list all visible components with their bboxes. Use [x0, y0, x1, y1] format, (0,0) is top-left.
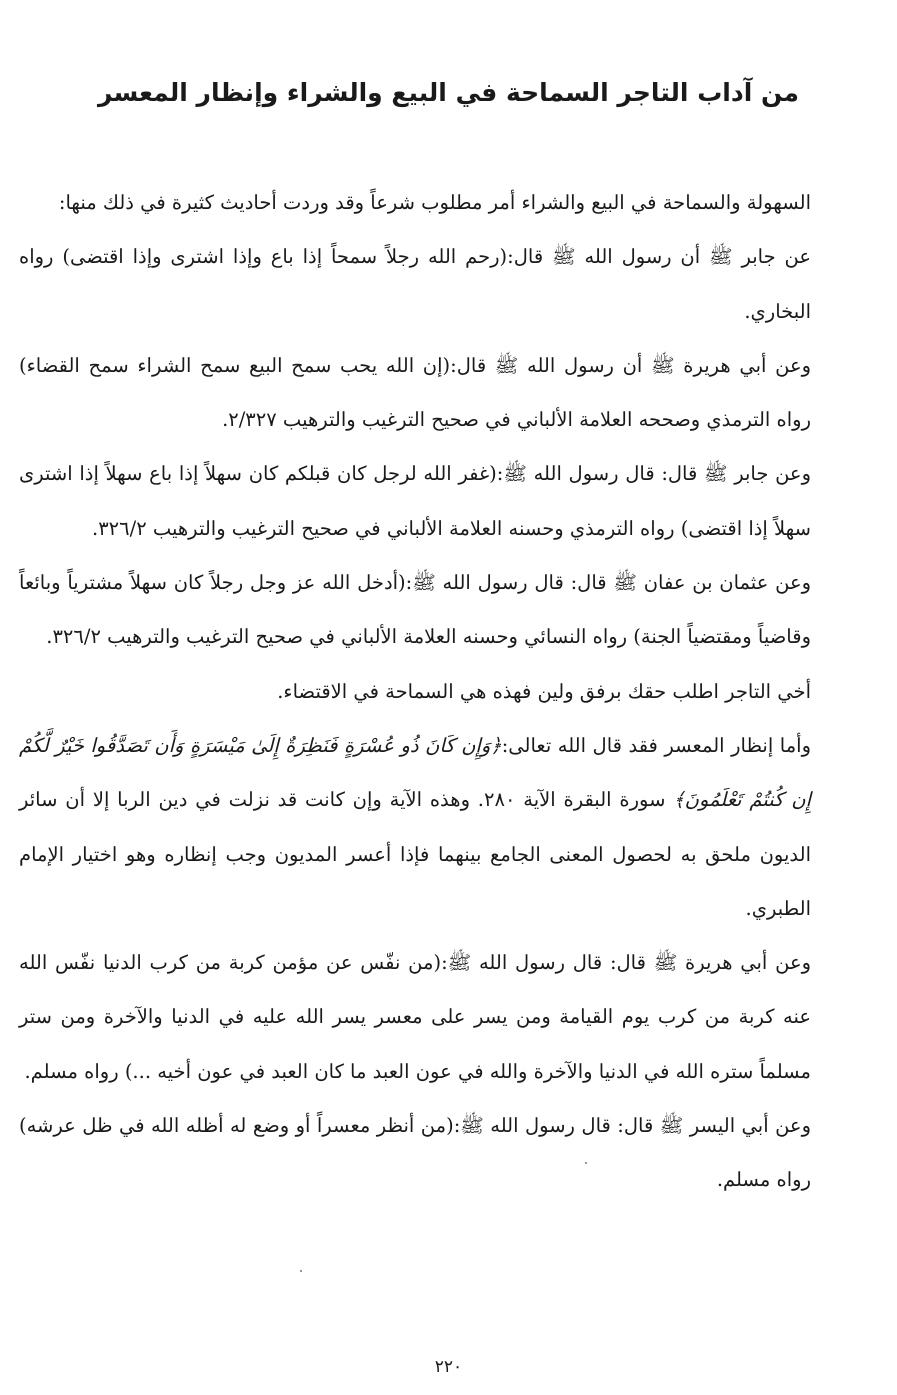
verse-commentary: سورة البقرة الآية ٢٨٠. وهذه الآية وإن كانت قد نزلت في دين الربا إلا أن سائر الديون ملحق به لحصول المعنى الجامع بينهما فإذا أعسر المديون وجب إنظاره وهو اختيار الإمام الطبري. [19, 788, 811, 920]
paragraph-hadith-abu-al-yusr: وعن أبي اليسر ﷺ قال: قال رسول الله ﷺ:(من أنظر معسراً أو وضع له أظله الله في ظل عرشه) رواه مسلم. [19, 1114, 811, 1192]
paragraph-hadith-abu-hurayra-1: وعن أبي هريرة ﷺ أن رسول الله ﷺ قال:(إن الله يحب سمح البيع سمح الشراء سمح القضاء) رواه الترمذي وصححه العلامة الألباني في صحيح الترغيب والترهيب ٢/٣٢٧. [19, 353, 811, 432]
paragraph-hadith-jabir-2: وعن جابر ﷺ قال: قال رسول الله ﷺ:(غفر الله لرجل كان قبلكم كان سهلاً إذا باع سهلاً إذا اشترى سهلاً إذا اقتضى) رواه الترمذي وحسنه العلامة الألباني في صحيح الترغيب والترهيب ٣٢٦/٢. [19, 462, 811, 540]
paragraph-hadith-uthman: وعن عثمان بن عفان ﷺ قال: قال رسول الله ﷺ:(أدخل الله عز وجل رجلاً كان سهلاً مشترياً وبائعاً وقاضياً ومقتضياً الجنة) رواه النسائي وحسنه العلامة الألباني في صحيح الترغيب والترهيب ٣٢٦/٢. [19, 571, 811, 649]
quran-verse: ﴿وَإِن كَانَ ذُو عُسْرَةٍ فَنَظِرَةٌ إِلَىٰ مَيْسَرَةٍ وَأَن تَصَدَّقُوا خَيْرٌ لَّكُمْ إِن كُنتُمْ تَعْلَمُونَ﴾ [19, 733, 811, 812]
scan-speck [300, 1270, 302, 1272]
page-title: من آداب التاجر السماحة في البيع والشراء وإنظار المعسر [98, 78, 799, 107]
paragraph-intro: السهولة والسماحة في البيع والشراء أمر مطلوب شرعاً وقد وردت أحاديث كثيرة في ذلك منها: [58, 191, 811, 214]
scan-speck [585, 1162, 587, 1164]
page-number: ٢٢٠ [434, 1357, 463, 1377]
verse-intro: وأما إنظار المعسر فقد قال الله تعالى: [501, 733, 812, 757]
paragraph-hadith-abu-hurayra-2: وعن أبي هريرة ﷺ قال: قال رسول الله ﷺ:(من نفّس عن مؤمن كربة من كرب الدنيا نفّس الله عنه كربة من كرب يوم القيامة ومن يسر على معسر يسر الله عليه في الدنيا والآخرة ومن ستر مسلماً ستره الله في الدنيا والآخرة والله في عون العبد ما كان العبد في عون أخيه ...) رواه مسلم. [19, 951, 811, 1083]
paragraph-verse [19, 719, 811, 936]
document-body [19, 176, 811, 1208]
paragraph-advice: أخي التاجر اطلب حقك برفق ولين فهذه هي السماحة في الاقتضاء. [277, 679, 811, 703]
paragraph-hadith-jabir-1: عن جابر ﷺ أن رسول الله ﷺ قال:(رحم الله رجلاً سمحاً إذا باع وإذا اشترى وإذا اقتضى) رواه البخاري. [19, 245, 811, 323]
